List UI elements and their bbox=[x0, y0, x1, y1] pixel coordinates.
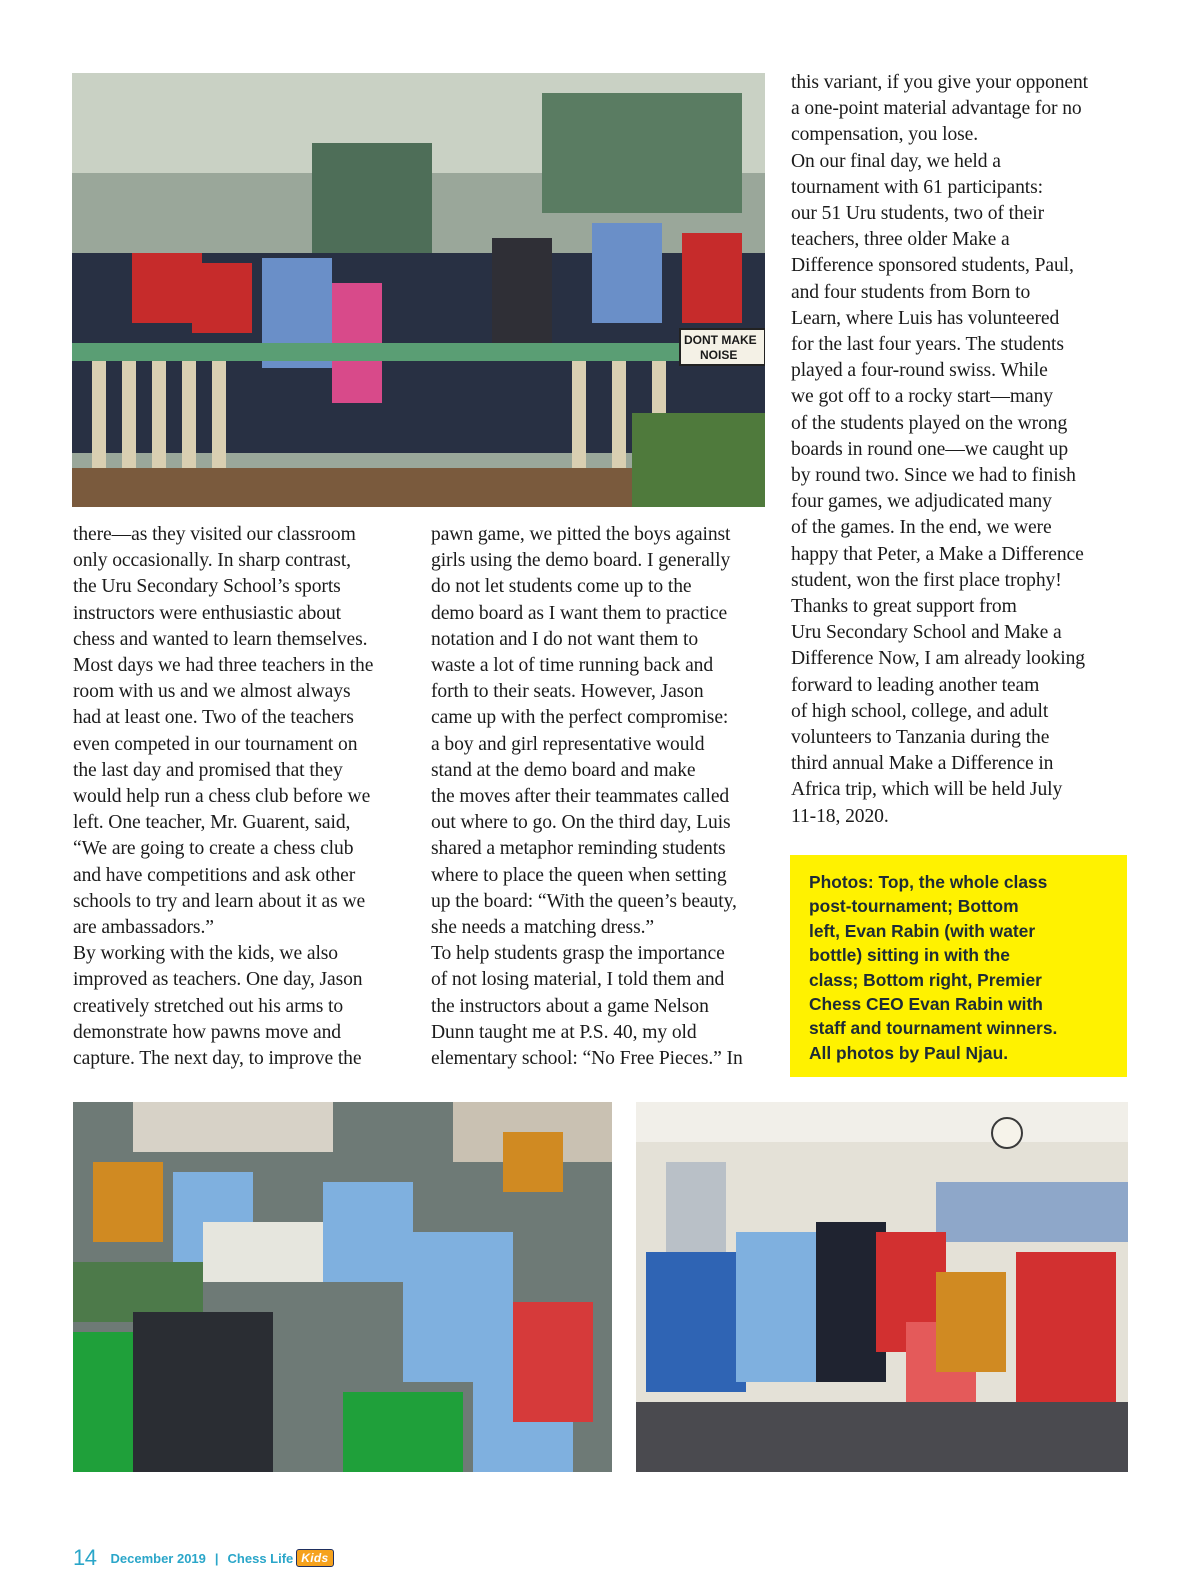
column-middle: pawn game, we pitted the boys against girls using the demo board. I generally do not let students come up to the demo board as I want them to practice notation and I do not want them to waste a lot of time running back and forth to their seats. However, Jason came up with the perfect compromise: a boy and girl representative would stand at the demo board and make the moves after their teammates called out where to go. On the third day, Luis shared a metaphor reminding students where to place the queen when setting up the board: “With the queen’s beauty, she needs a matching dress.” To help students grasp the importance of not losing material, I told them and the instructors about a game Nelson Dunn taught me at P.S. 40, my old elementary school: “No Free Pieces.” In bbox=[431, 524, 743, 1070]
issue-date: December 2019 bbox=[110, 1550, 206, 1566]
column-right: this variant, if you give your opponent a one-point material advantage for no compensation, you lose. On our final day, we held a tournament with 61 participants: our 51 Uru students, two of their teachers, three older Make a Difference sponsored students, Paul, and four students from Born to Learn, where Luis has volunteered for the last four years. The students played a four-round swiss. While we got off to a rocky start—many of the students played on the wrong boards in round one—we caught up by round two. Since we had to finish four games, we adjudicated many of the games. In the end, we were happy that Peter, a Make a Difference student, won the first place trophy! Thanks to great support from Uru Secondary School and Make a Difference Now, I am already looking forward to leading another team of high school, college, and adult volunteers to Tanzania during the third annual Make a Difference in Africa trip, which will be held July 11-18, 2020. bbox=[791, 72, 1089, 827]
dont-make-noise-sign-text-2: NOISE bbox=[700, 348, 738, 362]
photo-caption: Photos: Top, the whole class post-tournament; Bottom left, Evan Rabin (with water bottle) sitting in with the class; Bottom right, Premier Chess CEO Evan Rabin with staff and tournament winners. All photos by Paul Njau. bbox=[809, 872, 1058, 1063]
kids-logo-badge: Kids bbox=[296, 1549, 333, 1567]
page-number: 14 bbox=[73, 1545, 97, 1570]
column-left: there—as they visited our classroom only occasionally. In sharp contrast, the Uru Secondary School’s sports instructors were enthusiastic about chess and wanted to learn themselves. Most days we had three teachers in the room with us and we almost always had at least one. Two of the teachers even competed in our tournament on the last day and promised that they would help run a chess club before we left. One teacher, Mr. Guarent, said, “We are going to create a chess club and have competitions and ask other schools to try and learn about it as we are ambassadors.” By working with the kids, we also improved as teachers. One day, Jason creatively stretched out his arms to demonstrate how pawns move and capture. The next day, to improve the bbox=[73, 524, 374, 1070]
page-footer bbox=[73, 1543, 334, 1573]
dont-make-noise-sign-text: DONT MAKE bbox=[684, 333, 757, 347]
footer-separator: | bbox=[214, 1550, 219, 1566]
bottom-right-winners-photo bbox=[636, 1102, 1128, 1472]
bottom-right-photo-illustration bbox=[636, 1102, 1128, 1472]
magazine-name: Chess Life bbox=[227, 1550, 294, 1566]
bottom-left-classroom-photo bbox=[73, 1102, 612, 1472]
top-group-photo bbox=[72, 73, 765, 507]
bottom-left-photo-illustration bbox=[73, 1102, 612, 1472]
top-group-photo-illustration bbox=[72, 73, 765, 507]
